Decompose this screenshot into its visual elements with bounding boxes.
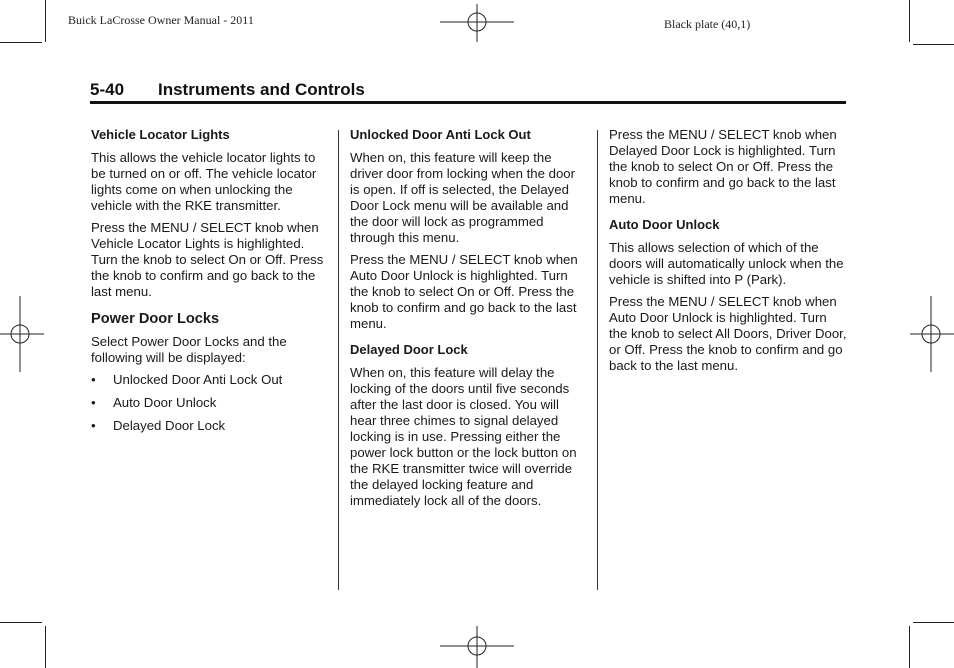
plate-label: Black plate (40,1) xyxy=(664,17,751,31)
registration-mark-right-icon xyxy=(910,296,954,372)
paragraph-power-door-locks: Select Power Door Locks and the following will be displayed: xyxy=(91,334,287,365)
registration-mark-left-icon xyxy=(0,296,44,372)
paragraph-locator-description: This allows the vehicle locator lights to be turned on or off. The vehicle locator lights come on when unlocking the vehicle with the RKE transmitter. xyxy=(91,150,317,213)
heading-power-door-locks: Power Door Locks xyxy=(91,311,220,327)
crop-mark-bottom-left-h xyxy=(0,622,42,623)
crop-mark-bottom-right-v xyxy=(909,626,910,668)
crop-mark-top-left-h xyxy=(0,42,42,43)
power-door-locks-list xyxy=(91,372,329,434)
paragraph-delayed-description: When on, this feature will delay the locking of the doors until five seconds after the last door is closed. You will hear three chimes to signal delayed locking is in use. Pressing either the power lock button or the lock button on the RKE transmitter twice will override the delayed locking feature and immediately lock all of the doors. xyxy=(350,365,577,508)
column-3 xyxy=(609,127,847,380)
manual-title: Buick LaCrosse Owner Manual - 2011 xyxy=(68,13,254,27)
heading-auto-door-unlock: Auto Door Unlock xyxy=(609,217,720,232)
crop-mark-bottom-right-h xyxy=(913,622,954,623)
paragraph-delayed-instructions: Press the MENU / SELECT knob when Delayed Door Lock is highlighted. Turn the knob to select On or Off. Press the knob to confirm and go back to the last menu. xyxy=(609,127,837,206)
list-item: • Delayed Door Lock xyxy=(91,418,329,434)
column-divider-1 xyxy=(338,130,339,590)
registration-mark-top-icon xyxy=(440,4,514,42)
paragraph-antilock-description: When on, this feature will keep the driver door from locking when the door is open. If off is selected, the Delayed Door Lock menu will be available and the door will lock as programmed through this menu. xyxy=(350,150,576,245)
registration-mark-bottom-icon xyxy=(440,626,514,668)
crop-mark-top-right-h xyxy=(913,44,954,45)
list-item: • Unlocked Door Anti Lock Out xyxy=(91,372,329,388)
paragraph-autounlock-description: This allows selection of which of the doors will automatically unlock when the vehicle is shifted into P (Park). xyxy=(609,240,844,287)
heading-rule xyxy=(90,101,846,104)
crop-mark-bottom-left-v xyxy=(45,626,46,668)
crop-mark-top-right-v xyxy=(909,0,910,42)
list-item: • Auto Door Unlock xyxy=(91,395,329,411)
section-title: Instruments and Controls xyxy=(158,80,365,99)
paragraph-antilock-instructions: Press the MENU / SELECT knob when Auto Door Unlock is highlighted. Turn the knob to select On or Off. Press the knob to confirm and go back to the last menu. xyxy=(350,252,578,331)
crop-mark-top-left-v xyxy=(45,0,46,42)
heading-vehicle-locator-lights: Vehicle Locator Lights xyxy=(91,127,230,142)
section-heading xyxy=(90,80,846,100)
heading-delayed-door-lock: Delayed Door Lock xyxy=(350,342,468,357)
heading-unlocked-door-anti-lock-out: Unlocked Door Anti Lock Out xyxy=(350,127,531,142)
column-2 xyxy=(350,127,588,515)
column-1 xyxy=(91,127,329,441)
paragraph-autounlock-instructions: Press the MENU / SELECT knob when Auto Door Unlock is highlighted. Turn the knob to select All Doors, Driver Door, or Off. Press the knob to confirm and go back to the last menu. xyxy=(609,294,847,373)
paragraph-locator-instructions: Press the MENU / SELECT knob when Vehicle Locator Lights is highlighted. Turn the knob to select On or Off. Press the knob to confirm and go back to the last menu. xyxy=(91,220,324,299)
page-number: 5-40 xyxy=(90,80,125,99)
column-divider-2 xyxy=(597,130,598,590)
